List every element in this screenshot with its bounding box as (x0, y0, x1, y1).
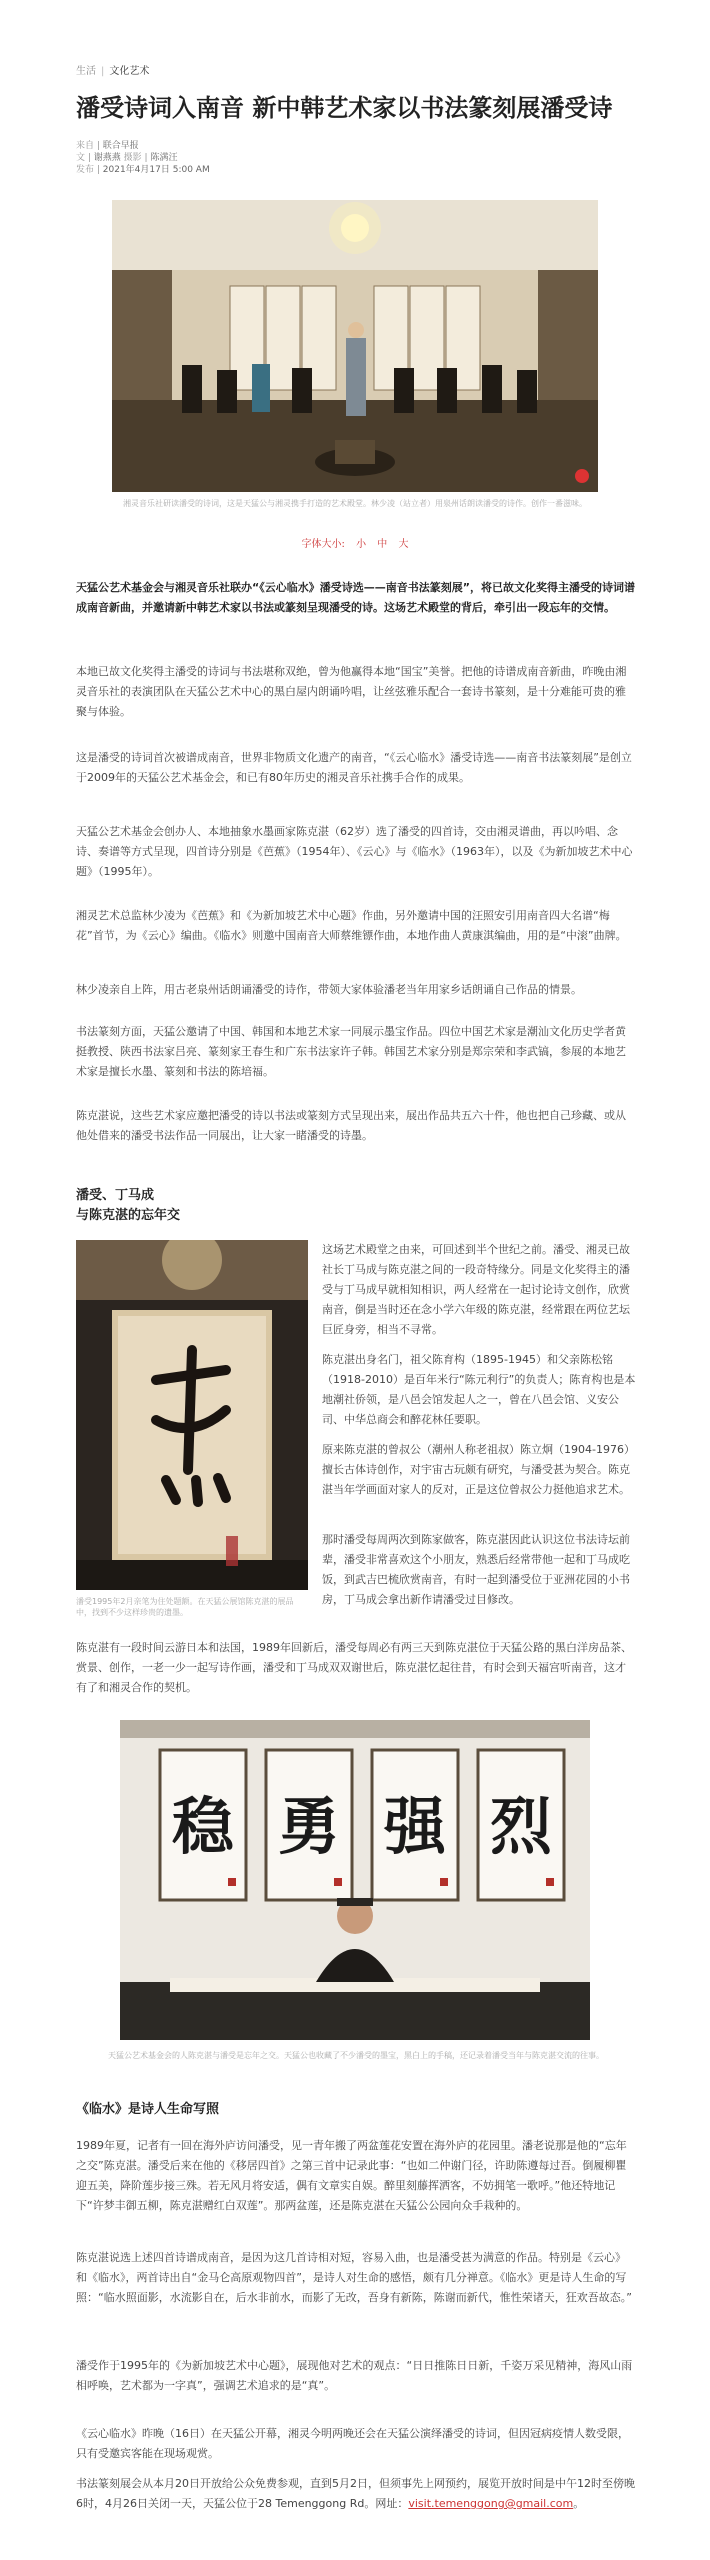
scroll-character: 强 (383, 1790, 447, 1863)
meta-photo-label: 摄影 | (123, 153, 148, 163)
body-paragraph: 《云心临水》昨晚（16日）在天猛公开幕，湘灵今明两晚还会在天猛公演绎潘受的诗词，但因冠病疫情人数受限，只有受邀宾客能在现场观赏。 (76, 2427, 629, 2460)
meta-published-value: 2021年4月17日 5:00 AM (102, 165, 210, 175)
font-size-control (0, 535, 710, 550)
scroll-character: 稳 (171, 1790, 235, 1863)
scrolls-photo-caption: 天猛公艺术基金会的人陈克湛与潘受是忘年之交。天猛公也收藏了不少潘受的墨宝，黑白上的手稿，还记录着潘受当年与陈克湛交流的往事。 (108, 2051, 604, 2060)
meta-photo-value: 陈满汪 (150, 153, 178, 163)
column-paragraph: 原来陈克湛的曾叔公（潮州人称老祖叔）陈立炯（1904-1976）擅长古体诗创作，对宇宙古玩颇有研究，与潘受甚为契合。陈克湛当年学画面对家人的反对，正是这位曾叔公力挺他追求艺术。 (322, 1443, 635, 1496)
visit-info-end: 。 (573, 2497, 585, 2510)
body-paragraph: 潘受作于1995年的《为新加坡艺术中心题》，展现他对艺术的观点：“日日推陈日日新，千姿万采见精神，海风山雨相呼唤，艺术都为一字真”，强调艺术追求的是“真”。 (76, 2359, 633, 2392)
performance-photo-caption: 湘灵音乐社研读潘受的诗词，这是天猛公与湘灵携手打造的艺术殿堂。林少凌（站立者）用泉州话朗读潘受的诗作。创作一番滋味。 (123, 499, 587, 508)
body-paragraph: 湘灵艺术总监林少凌为《芭蕉》和《为新加坡艺术中心题》作曲，另外邀请中国的汪照安引用南音四大名谱“梅花”首节，为《云心》编曲。《临水》则邀中国南音大师蔡维镖作曲，本地作曲人黄康淇编曲，用的是“中滚”曲牌。 (76, 909, 627, 942)
visit-info-text: 书法篆刻展会从本月20日开放给公众免费参观，直到5月2日，但须事先上网预约，展览开放时间是中午12时至傍晚6时，4月26日关闭一天，天猛公位于28 Temenggong Rd。网址： (76, 2477, 635, 2510)
article-meta (76, 140, 210, 176)
calligraphy-photo-illustration (76, 1240, 308, 1590)
body-paragraph: 这是潘受的诗词首次被谱成南音，世界非物质文化遗产的南音，“《云心临水》潘受诗选——南音书法篆刻展”是创立于2009年的天猛公艺术基金会，和已有80年历史的湘灵音乐社携手合作的成果。 (76, 751, 632, 784)
meta-author (76, 152, 210, 164)
column-paragraph: 陈克湛出身名门，祖父陈育构（1895-1945）和父亲陈松铭（1918-2010）是百年米行“陈元利行”的负责人；陈育构也是本地潮社侨领，是八邑会馆发起人之一，曾在八邑会馆、义安公司、中华总商会和醉花林任要职。 (322, 1353, 636, 1426)
body-paragraph: 天猛公艺术基金会创办人、本地抽象水墨画家陈克湛（62岁）选了潘受的四首诗，交由湘灵谱曲，再以吟唱、念诗、奏谱等方式呈现，四首诗分别是《芭蕉》（1954年）、《云心》与《临水》（1963年），以及《为新加坡艺术中心题》（1995年）。 (76, 825, 633, 878)
scrolls-photo-illustration (120, 1720, 590, 2040)
font-size-label: 字体大小: (301, 539, 345, 550)
lead-paragraph: 天猛公艺术基金会与湘灵音乐社联办“《云心临水》潘受诗选——南音书法篆刻展”，将已故文化奖得主潘受的诗词谱成南音新曲，并邀请新中韩艺术家以书法或篆刻呈现潘受的诗。这场艺术殿堂的背后，牵引出一段忘年的交情。 (76, 581, 635, 614)
font-size-medium-button[interactable]: 中 (377, 539, 388, 550)
body-paragraph: 林少凌亲自上阵，用古老泉州话朗诵潘受的诗作，带领大家体验潘老当年用家乡话朗诵自己作品的情景。 (76, 983, 582, 996)
font-size-small-button[interactable]: 小 (356, 539, 367, 550)
body-paragraph: 书法篆刻方面，天猛公邀请了中国、韩国和本地艺术家一同展示墨宝作品。四位中国艺术家是潮汕文化历史学者黄挺教授、陕西书法家吕亮、篆刻家王春生和广东书法家许子韩。韩国艺术家分别是郑宗荣和李武镐，参展的本地艺术家是擅长水墨、篆刻和书法的陈培福。 (76, 1025, 626, 1078)
calligraphy-photo-caption: 潘受1995年2月亲笔为住处题额。在天猛公展馆陈克湛的展品中，找到不少这样珍贵的遗墨。 (76, 1597, 294, 1617)
body-paragraph: 陈克湛有一段时间云游日本和法国，1989年回新后，潘受每周必有两三天到陈克湛位于天猛公路的黑白洋房品茶、赏景、创作，一老一少一起写诗作画，潘受和丁马成双双谢世后，陈克湛忆起往昔，有时会到天福宫听南音，这才有了和湘灵合作的契机。 (76, 1641, 632, 1694)
calligraphy-photo (76, 1240, 308, 1590)
scrolls-photo (120, 1720, 590, 2040)
body-paragraph: 陈克湛说，这些艺术家应邀把潘受的诗以书法或篆刻方式呈现出来，展出作品共五六十件，他也把自己珍藏、或从他处借来的潘受书法作品一同展出，让大家一睹潘受的诗墨。 (76, 1109, 626, 1142)
body-paragraph: 本地已故文化奖得主潘受的诗词与书法堪称双绝，曾为他赢得本地“国宝”美誉。把他的诗谱成南音新曲，昨晚由湘灵音乐社的表演团队在天猛公艺术中心的黑白屋内朗诵吟唱，让丝弦雅乐配合一套诗书篆刻，是十分难能可贵的雅聚与体验。 (76, 665, 627, 718)
meta-source-value: 联合早报 (102, 141, 139, 151)
section-heading-line2: 与陈克湛的忘年交 (76, 1208, 181, 1223)
body-paragraph: 1989年夏，记者有一回在海外庐访问潘受，见一青年搬了两盆莲花安置在海外庐的花园里。潘老说那是他的“忘年之交”陈克湛。潘受后来在他的《移居四首》之第三首中记录此事：“也如二仲谢门径，许助陈遵每过吾。倒履柳瞿迎五美，降阶莲步接三殊。若无风月将安适，偶有文章实自娱。醉里刻藤挥洒客，不妨拥笔一歌呼。”他还特地记下“许梦丰御五柳，陈克湛赠红白双莲”。那两盆莲，还是陈克湛在天猛公公园向众手栽种的。 (76, 2139, 627, 2212)
meta-published-label: 发布 | (76, 165, 100, 175)
body-paragraph: 陈克湛说选上述四首诗谱成南音，是因为这几首诗相对短，容易入曲，也是潘受甚为满意的作品。特别是《云心》和《临水》，两首诗出自“金马仑高原观物四首”，是诗人对生命的感悟，颇有几分禅意。《临水》更是诗人生命的写照：“临水照面影，水流影自在，后水非前水，而影了无改，吾身有新陈，陈谢而新代，惟性荣诸天，狂欢吾故态。” (76, 2251, 632, 2304)
performance-photo (112, 200, 598, 492)
performance-photo-illustration (112, 200, 598, 492)
scroll-character: 勇 (277, 1790, 341, 1863)
section-heading-friendship (76, 1186, 636, 1226)
meta-author-label: 文 | (76, 153, 91, 163)
meta-source-label: 来自 | (76, 141, 100, 151)
breadcrumb (76, 62, 149, 77)
breadcrumb-subsection-link[interactable]: 文化艺术 (109, 66, 150, 77)
section-heading-linshui: 《临水》是诗人生命写照 (76, 2102, 220, 2117)
breadcrumb-section-link[interactable]: 生活 (76, 66, 96, 77)
font-size-large-button[interactable]: 大 (398, 539, 409, 550)
section-heading-line1: 潘受、丁马成 (76, 1188, 155, 1203)
meta-published (76, 164, 210, 176)
visit-email-link[interactable]: visit.temenggong@gmail.com (408, 2497, 574, 2510)
breadcrumb-separator: | (101, 66, 105, 77)
article-title: 潘受诗词入南音 新中韩艺术家以书法篆刻展潘受诗 (76, 94, 613, 122)
meta-author-value: 谢燕燕 (93, 153, 121, 163)
scroll-character: 烈 (489, 1790, 553, 1863)
body-paragraph-visit (76, 2474, 636, 2514)
meta-source (76, 140, 210, 152)
column-paragraph: 那时潘受每周两次到陈家做客，陈克湛因此认识这位书法诗坛前辈，潘受非常喜欢这个小朋友，熟悉后经常带他一起和丁马成吃饭，到武吉巴梳欣赏南音，有时一起到潘受位于亚洲花园的小书房，丁马成会拿出新作请潘受过目修改。 (322, 1533, 630, 1606)
column-paragraph: 这场艺术殿堂之由来，可回述到半个世纪之前。潘受、湘灵已故社长丁马成与陈克湛之间的一段奇特缘分。同是文化奖得主的潘受与丁马成早就相知相识，两人经常在一起讨论诗文创作，欣赏南音，倒是当时还在念小学六年级的陈克湛，经常跟在两位艺坛巨匠身旁，相当不寻常。 (322, 1243, 630, 1336)
